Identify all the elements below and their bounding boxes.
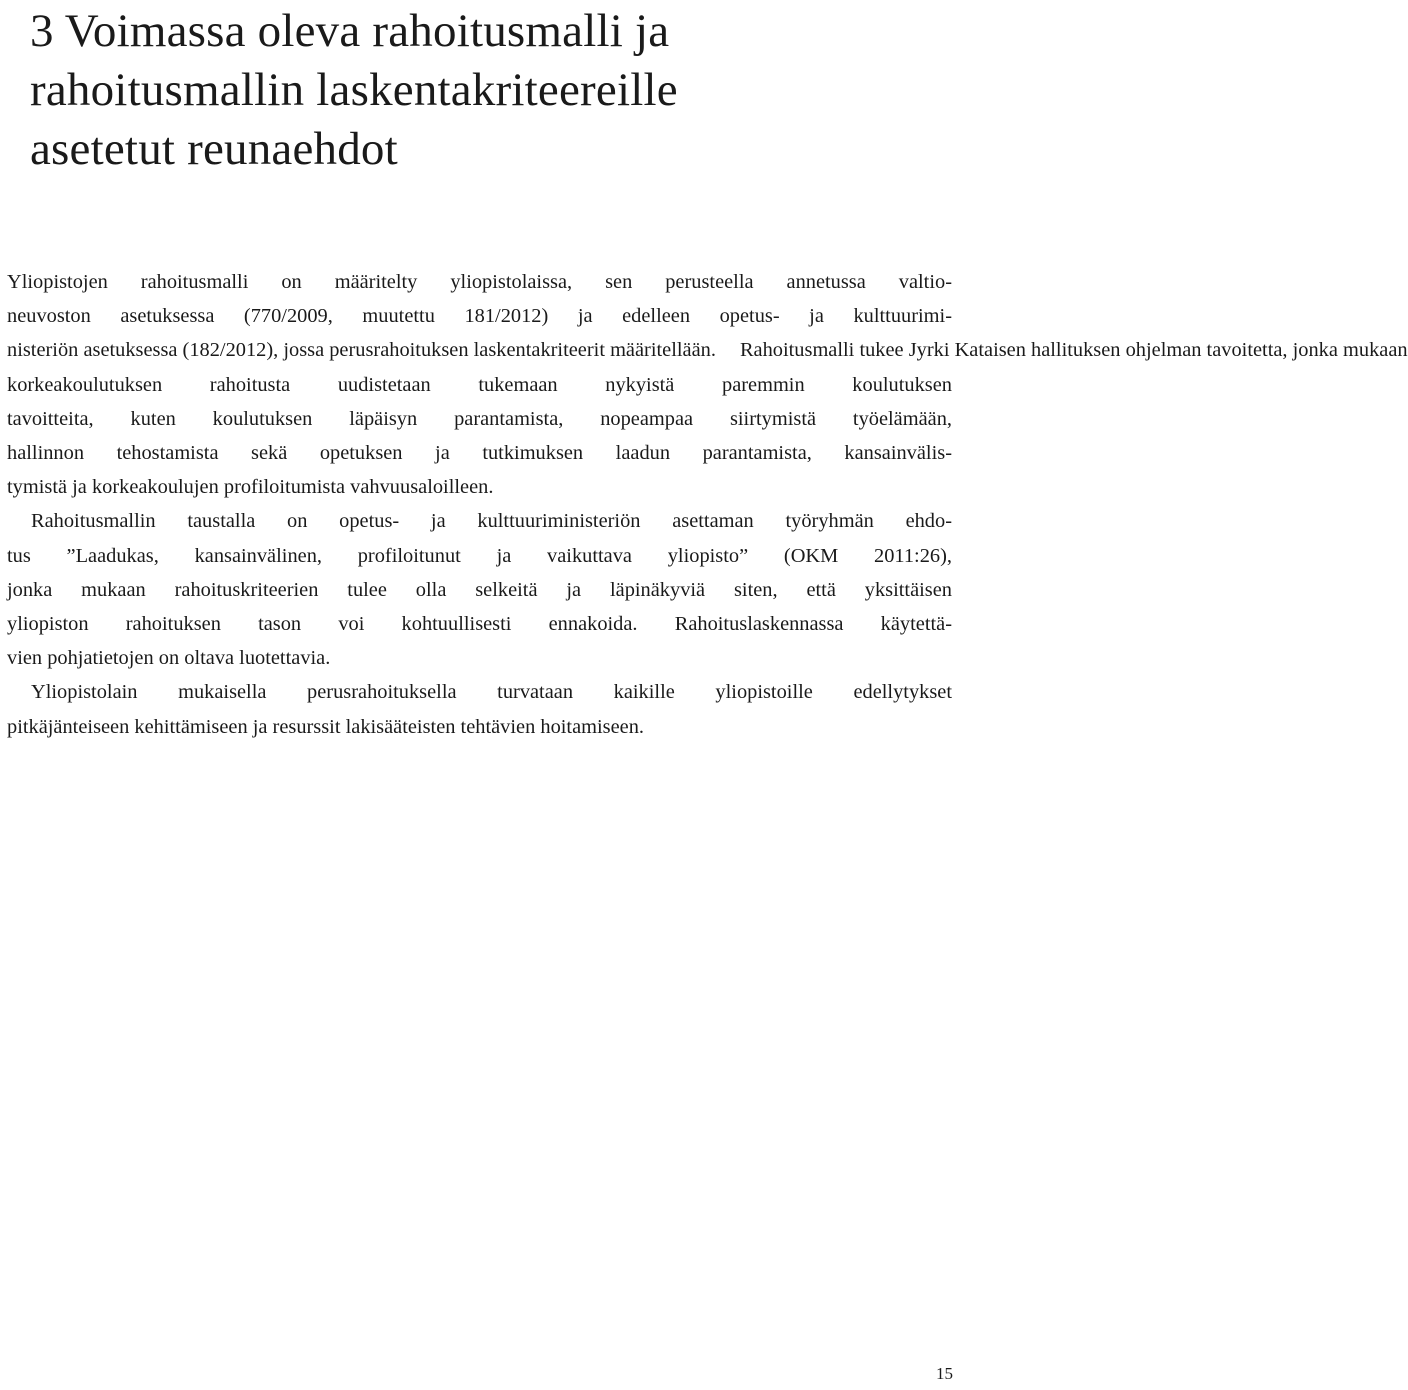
paragraph-working-group-proposal xyxy=(7,504,952,675)
text-line: Yliopistojen rahoitusmalli on määritelty yliopistolaissa, sen perusteella annetussa valtio- xyxy=(7,271,952,293)
text-line: hallinnon tehostamista sekä opetuksen ja tutkimuksen laadun parantamista, kansainvälis- xyxy=(7,442,952,465)
chapter-title-line: asetetut reunaehdot xyxy=(30,123,398,175)
text-line: vien pohjatietojen on oltava luotettavia. xyxy=(7,647,331,670)
text-line: Yliopistolain mukaisella perusrahoituksella turvataan kaikille yliopistoille edellytykset xyxy=(31,681,952,704)
paragraph-basic-funding xyxy=(7,675,952,743)
body-text xyxy=(7,265,1408,744)
chapter-title-line: 3 Voimassa oleva rahoitusmalli ja xyxy=(30,5,670,57)
text-line xyxy=(7,333,1408,367)
text-line-sentence: Rahoitusmalli tukee Jyrki Kataisen hallituksen ohjelman tavoitetta, jonka mukaan xyxy=(739,339,1408,362)
text-line-sentence: nisteriön asetuksessa (182/2012), jossa perusrahoituksen laskentakriteerit määritellään. xyxy=(7,339,716,362)
text-line: tavoitteita, kuten koulutuksen läpäisyn parantamista, nopeampaa siirtymistä työelämään, xyxy=(7,407,952,430)
paragraph-government-program xyxy=(7,368,952,505)
text-line: yliopiston rahoituksen tason voi kohtuullisesti ennakoida. Rahoituslaskennassa käytettä- xyxy=(7,613,952,636)
text-line: pitkäjänteiseen kehittämiseen ja resurssit lakisääteisten tehtävien hoitamiseen. xyxy=(7,715,644,738)
text-line: tus ”Laadukas, kansainvälinen, profiloitunut ja vaikuttava yliopisto” (OKM 2011:26), xyxy=(7,544,952,567)
text-line: korkeakoulutuksen rahoitusta uudistetaan tukemaan nykyistä paremmin koulutuksen xyxy=(7,373,952,396)
text-line: jonka mukaan rahoituskriteerien tulee olla selkeitä ja läpinäkyviä siten, että yksittäisen xyxy=(7,578,952,601)
chapter-title xyxy=(30,2,930,179)
paragraph-funding-model-intro xyxy=(7,265,1408,368)
page-number: 15 xyxy=(936,1364,953,1383)
text-line: Rahoitusmallin taustalla on opetus- ja kulttuuriministeriön asettaman työryhmän ehdo- xyxy=(31,510,952,533)
chapter-title-line: rahoitusmallin laskentakriteereille xyxy=(30,64,678,116)
text-line: tymistä ja korkeakoulujen profiloitumista vahvuusaloilleen. xyxy=(7,476,494,499)
text-line: neuvoston asetuksessa (770/2009, muutettu 181/2012) ja edelleen opetus- ja kulttuurimi- xyxy=(7,305,952,328)
